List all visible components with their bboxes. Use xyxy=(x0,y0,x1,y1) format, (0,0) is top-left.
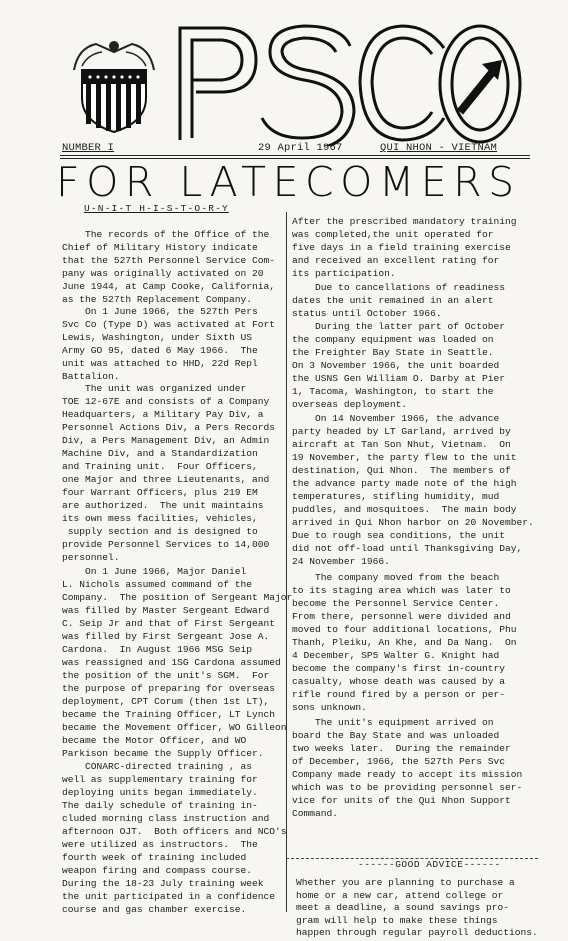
arrow-icon xyxy=(460,60,502,112)
history-paragraph: The company moved from the beach to its staging area which was later to become the Personnel Service Center. From there, personnel were divided and moved to four additional locations, Phu Thanh, Pleiku, An Khe, and Da Nang. On 4 December, SP5 Walter G. Knight had become the company's first in-country casualty, whose death was caused by a rifle round fired by a person or per- sons unknown. xyxy=(292,572,517,713)
history-paragraph: CONARC-directed training , as well as supplementary training for deploying units began immediately. The daily schedule of training in- cluded morning class instruction and afternoon OJT. Both officers and NCO's were utilized as instructors. The fourth week of training included weapon firing and compass course. During the 18-23 July training week the unit participated in a confidence course and gas chamber exercise. xyxy=(62,761,287,915)
psco-logo xyxy=(172,20,522,146)
history-paragraph: The unit's equipment arrived on board the Bay State and was unloaded two weeks later. During the remainder of December, 1966, the 527th Pers Svc Company made ready to accept its mission which was to be providing personnel ser- vice for units of the Qui Nhon Support Command. xyxy=(292,717,523,819)
history-paragraph: Due to cancellations of readiness dates the unit remained in an alert status until October 1966. xyxy=(292,282,506,319)
issue-number: NUMBER I xyxy=(62,142,115,154)
history-paragraph: The unit was organized under TOE 12-67E and consists of a Company Headquarters, a Military Pay Div, a Personnel Actions Div, a Pers Records Div, a Pers Management Div, an Admin Machine Div, and a Standardization and Training unit. Four Officers, one Major and three Lieutenants, and four Warrant Officers, plus 219 EM are authorized. The unit maintains its own mess facilities, vehicles, supply section and is designed to provide Personnel Services to 14,000 personnel. xyxy=(62,383,276,563)
advice-text: Whether you are planning to purchase a home or a new car, attend college or meet a deadline, a sound savings pro- gram will help to make these things happen through regular payroll deductions. xyxy=(296,877,538,938)
issue-date: 29 April 1967 xyxy=(258,142,343,154)
advice-heading: ------GOOD ADVICE------ xyxy=(358,859,501,870)
history-paragraph: On 14 November 1966, the advance party headed by LT Garland, arrived by aircraft at Tan Son Nhut, Vietnam. On 19 November, the party flew to the unit destination, Qui Nhon. The members of the advance party made note of the high temperatures, stifling humidity, mud puddles, and mosquitoes. The main body arrived in Qui Nhon harbor on 20 November. Due to rough sea conditions, the unit did not off-load until Thanksgiving Day, 24 November 1966. xyxy=(292,413,534,567)
history-paragraph: On 1 June 1966, Major Daniel L. Nichols assumed command of the Company. The position of Sergeant Major was filled by Master Sergeant Edward C. Seip Jr and that of First Sergeant was filled by First Sergeant Jose A. Cardona. In August 1966 MSG Seip was reassigned and 1SG Cardona assumed the position of the unit's SGM. For the purpose of preparing for overseas deployment, CPT Corum (then 1st LT), became the Training Officer, LT Lynch became the Movement Officer, WO Gilleon became the Motor Officer, and WO Parkison became the Supply Officer. xyxy=(62,566,293,759)
history-paragraph: After the prescribed mandatory training was completed,the unit operated for five days in a field training exercise and received an excellent rating for its participation. xyxy=(292,216,517,279)
section-kicker: U-N-I-T H-I-S-T-O-R-Y xyxy=(84,203,229,214)
masthead-rule xyxy=(60,155,530,156)
history-paragraph: During the latter part of October the company equipment was loaded on the Freighter Bay State in Seattle. On 3 November 1966, the unit boarded the USNS Gen William O. Darby at Pier 1, Tacoma, Washington, to start the overseas deployment. xyxy=(292,321,506,410)
eagle-shield-emblem xyxy=(68,36,160,134)
issue-location: QUI NHON - VIETNAM xyxy=(380,142,498,154)
history-paragraph: The records of the Office of the Chief of Military History indicate that the 527th Personnel Service Com- pany was originally activated on 20 June 1944, at Camp Cooke, California, as the 527th Replacement Company. xyxy=(62,229,276,305)
headline: FOR LATECOMERS xyxy=(56,158,521,206)
history-paragraph: On 1 June 1966, the 527th Pers Svc Co (Type D) was activated at Fort Lewis, Washington, under Sixth US Army GO 95, dated 6 May 1966. The unit was attached to HHD, 22d Repl Battalion. xyxy=(62,306,276,382)
